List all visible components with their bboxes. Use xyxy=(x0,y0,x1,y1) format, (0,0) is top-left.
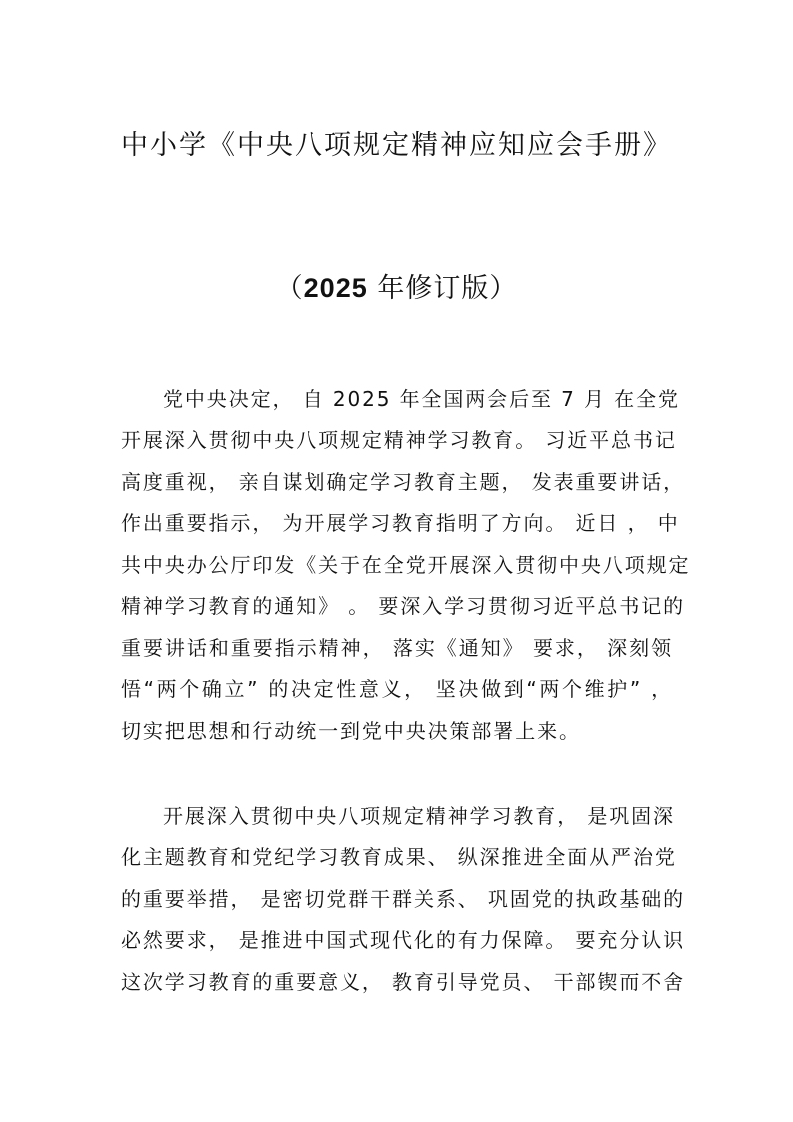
paragraph-line: 开展深入贯彻中央八项规定精神学习教育， 是巩固深 xyxy=(163,804,675,828)
paragraph-line: 作出重要指示， 为开展学习教育指明了方向。 近日 ， 中 xyxy=(121,511,680,535)
document-subtitle xyxy=(0,268,793,309)
subtitle-year: 2025 xyxy=(303,273,368,303)
subtitle-open-paren: （ xyxy=(275,273,304,304)
paragraph-line: 悟“两个确立” 的决定性意义， 坚决做到“两个维护” ， xyxy=(121,677,673,701)
subtitle-edition: 年修订版） xyxy=(367,273,518,304)
paragraph-line: 重要讲话和重要指示精神， 落实《通知》 要求， 深刻领 xyxy=(121,636,673,660)
paragraph-line: 精神学习教育的通知》 。 要深入学习贯彻习近平总书记的 xyxy=(121,594,686,618)
paragraph-line: 的重要举措， 是密切党群干群关系、 巩固党的执政基础的 xyxy=(121,887,686,911)
paragraph-line: 共中央办公厅印发《关于在全党开展深入贯彻中央八项规定 xyxy=(121,553,691,577)
document-title: 中小学《中央八项规定精神应知应会手册》 xyxy=(121,130,672,161)
paragraph-line: 开展深入贯彻中央八项规定精神学习教育。 习近平总书记 xyxy=(121,428,677,452)
paragraph-line: 这次学习教育的重要意义， 教育引导党员、 干部锲而不舍 xyxy=(121,970,686,994)
paragraph-line: 化主题教育和党纪学习教育成果、 纵深推进全面从严治党 xyxy=(121,845,677,869)
paragraph-line: 切实把思想和行动统一到党中央决策部署上来。 xyxy=(121,719,581,743)
paragraph-line: 高度重视， 亲自谋划确定学习教育主题， 发表重要讲话， xyxy=(121,470,686,494)
paragraph-line: 党中央决定， 自 2025 年全国两会后至 7 月 在全党 xyxy=(163,387,680,411)
paragraph-line: 必然要求， 是推进中国式现代化的有力保障。 要充分认识 xyxy=(121,928,686,952)
